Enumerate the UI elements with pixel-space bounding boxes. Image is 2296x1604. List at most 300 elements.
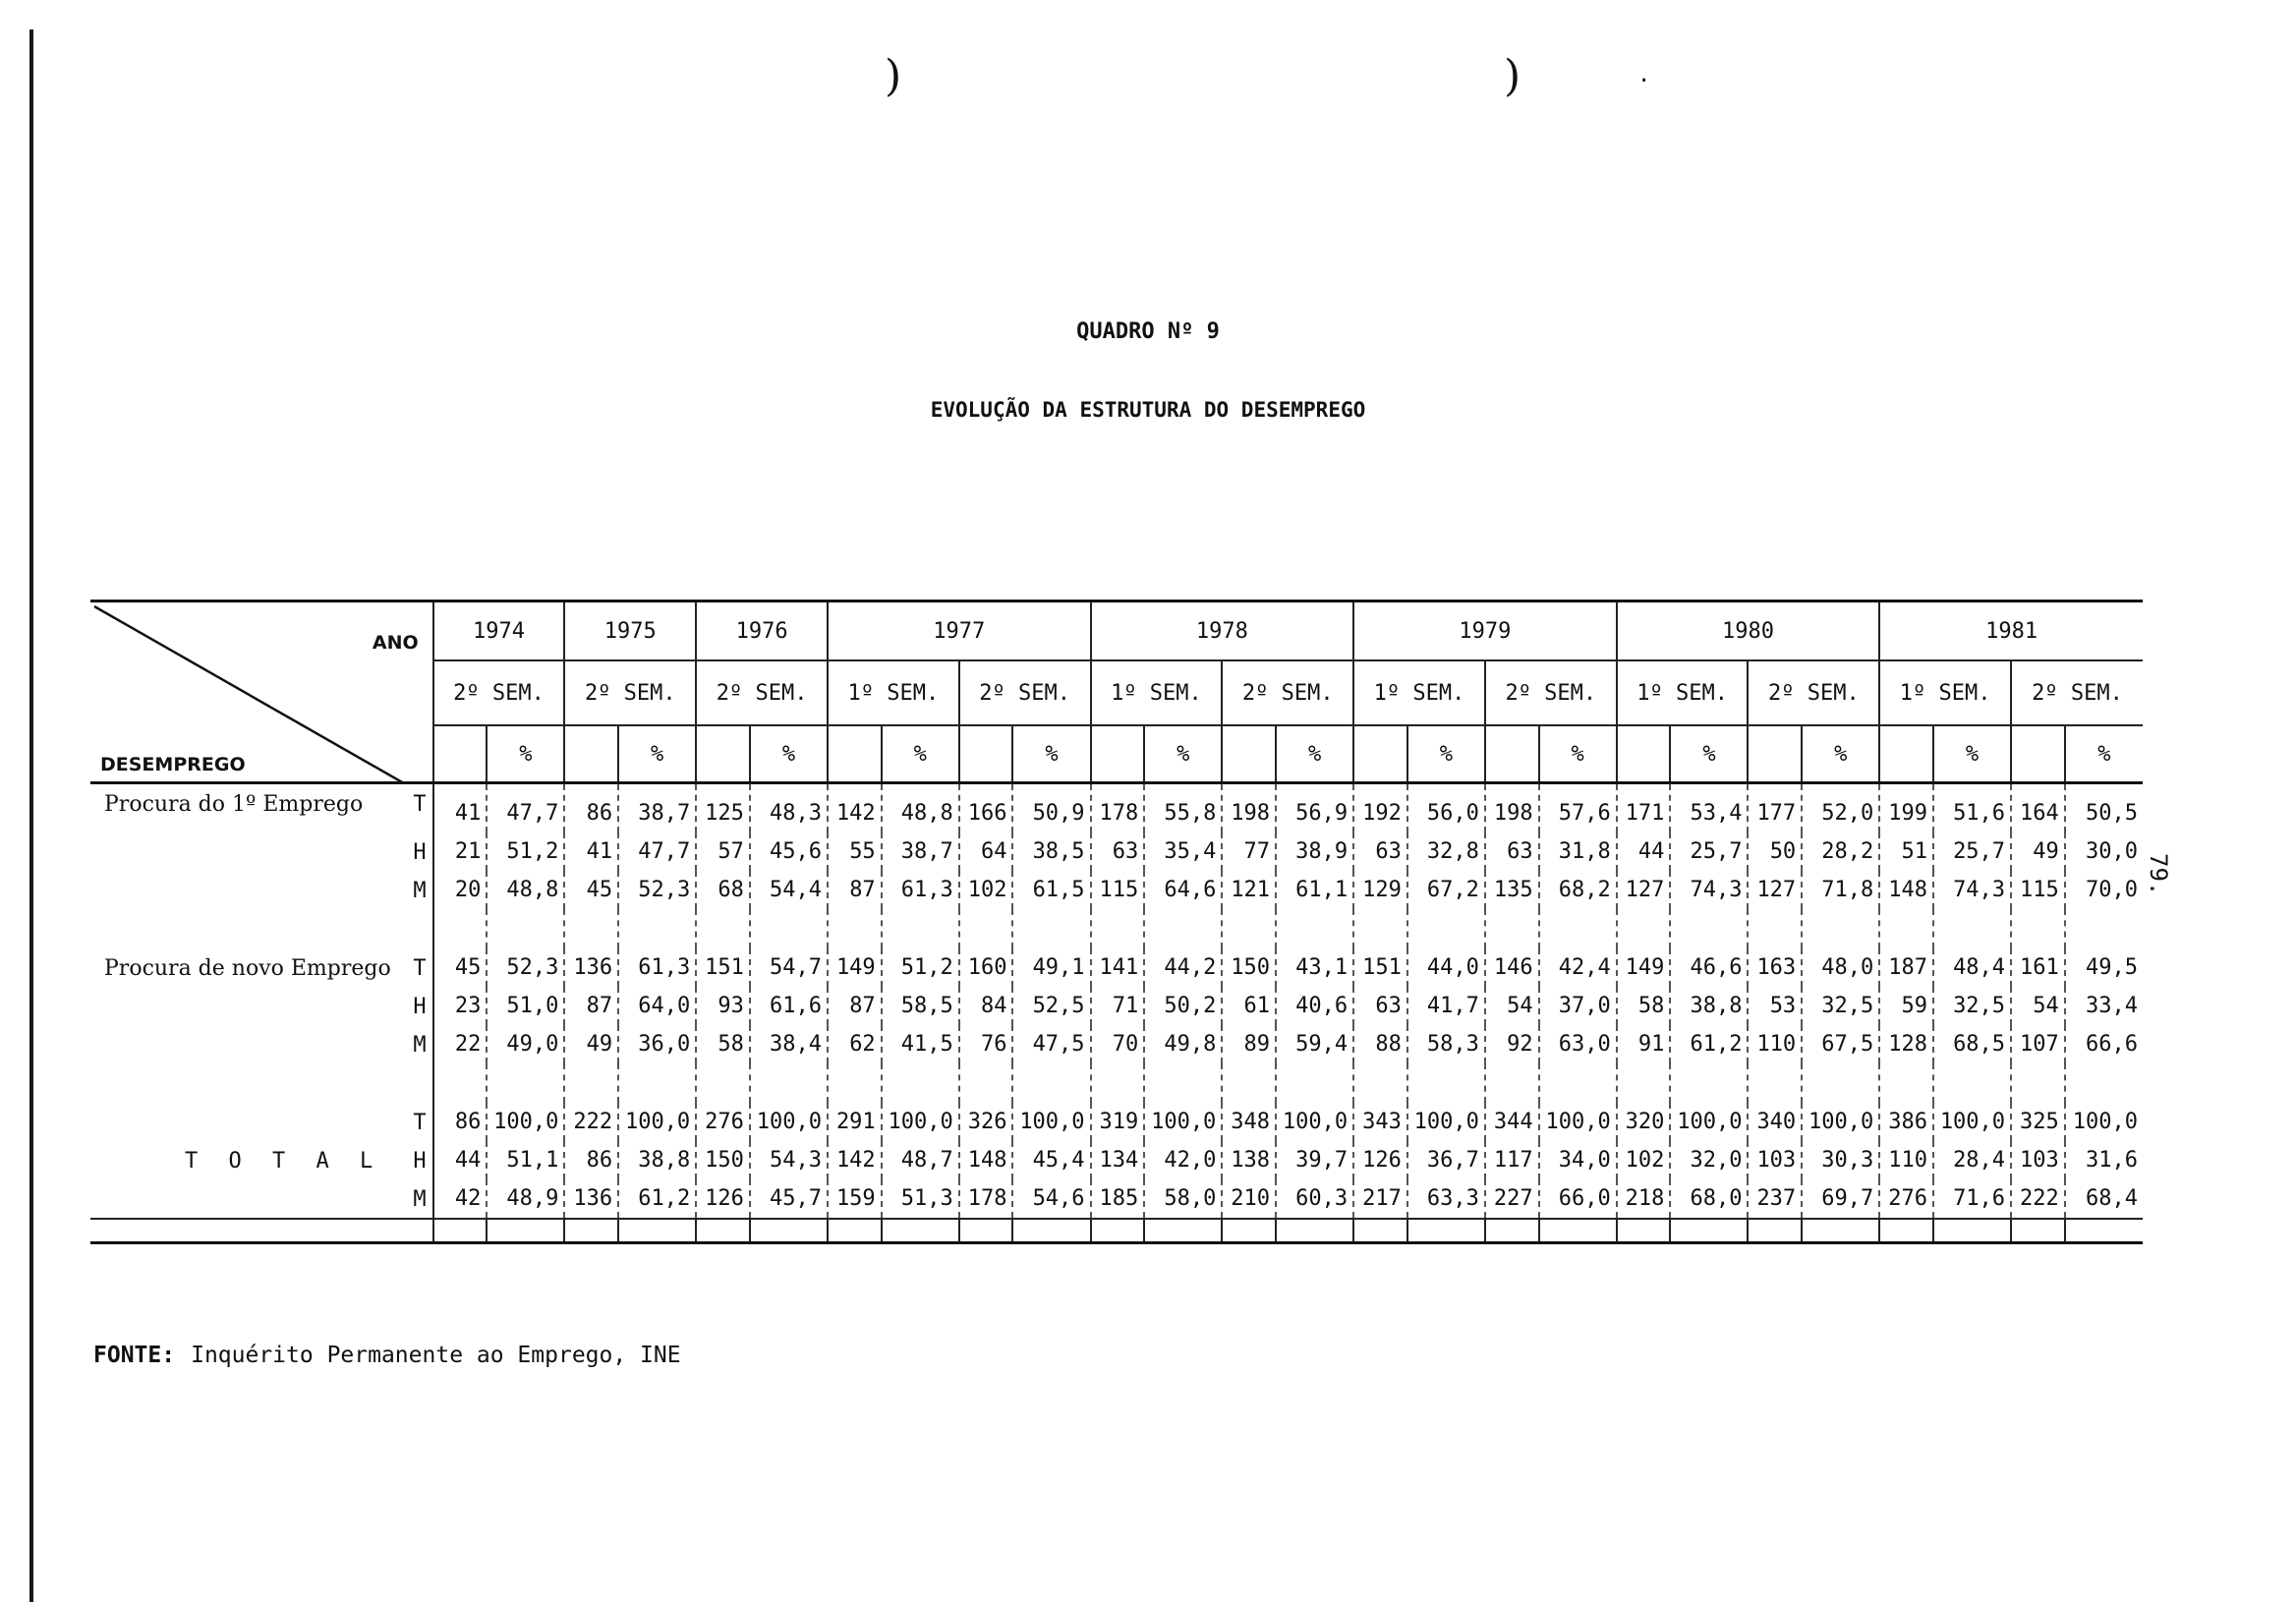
percent-cell: 61,1 [1276, 871, 1353, 909]
count-cell: 58 [696, 1025, 750, 1063]
percent-cell: 74,3 [1933, 871, 2011, 909]
sex-code: M [413, 1033, 427, 1058]
end-cell [1407, 1219, 1485, 1241]
percent-cell: 51,2 [882, 948, 959, 987]
count-cell: 58 [1617, 987, 1671, 1025]
percent-header: % [882, 725, 959, 783]
percent-cell: 100,0 [1539, 1103, 1617, 1141]
count-cell: 71 [1091, 987, 1145, 1025]
percent-cell: 70,0 [2065, 871, 2143, 909]
end-cell [433, 1219, 488, 1241]
spacer-cell [750, 1063, 828, 1103]
spacer-row [90, 1063, 2143, 1103]
corner-label-ano: ANO [372, 632, 419, 654]
semester-header: 1º SEM. [1617, 660, 1749, 725]
count-cell: 23 [433, 987, 488, 1025]
spacer-cell [1617, 1063, 1671, 1103]
percent-cell: 58,5 [882, 987, 959, 1025]
percent-header: % [1407, 725, 1485, 783]
count-cell: 41 [433, 783, 488, 833]
year-header: 1981 [1879, 602, 2143, 660]
page-subtitle: EVOLUÇÃO DA ESTRUTURA DO DESEMPREGO [930, 398, 1366, 422]
table-row [90, 783, 2143, 833]
end-cell [1091, 1219, 1145, 1241]
group-label: Procura do 1º Emprego [104, 792, 364, 817]
count-cell: 178 [959, 1179, 1013, 1219]
percent-cell: 45,7 [750, 1179, 828, 1219]
percent-header: % [1012, 725, 1090, 783]
percent-cell: 71,6 [1933, 1179, 2011, 1219]
percent-header: % [2065, 725, 2143, 783]
percent-cell: 47,5 [1012, 1025, 1090, 1063]
percent-cell: 41,5 [882, 1025, 959, 1063]
sex-code: H [413, 840, 427, 865]
percent-cell: 36,0 [618, 1025, 696, 1063]
count-cell: 192 [1353, 783, 1407, 833]
end-cell [1012, 1219, 1090, 1241]
percent-cell: 25,7 [1933, 832, 2011, 871]
percent-cell: 61,2 [1670, 1025, 1748, 1063]
count-cell: 343 [1353, 1103, 1407, 1141]
percent-cell: 58,3 [1407, 1025, 1485, 1063]
percent-cell: 100,0 [1407, 1103, 1485, 1141]
percent-cell: 28,2 [1802, 832, 1879, 871]
percent-cell: 63,3 [1407, 1179, 1485, 1219]
spacer-cell [1353, 909, 1407, 948]
percent-cell: 100,0 [487, 1103, 564, 1141]
count-cell: 151 [696, 948, 750, 987]
count-cell: 138 [1222, 1141, 1276, 1179]
percent-cell: 54,4 [750, 871, 828, 909]
count-cell: 55 [828, 832, 882, 871]
percent-cell: 52,3 [487, 948, 564, 987]
end-cell [1670, 1219, 1748, 1241]
data-table-frame [90, 600, 2143, 1244]
spacer-cell [433, 909, 488, 948]
spacer-cell [1407, 1063, 1485, 1103]
count-cell: 276 [1879, 1179, 1933, 1219]
year-header: 1978 [1091, 602, 1354, 660]
count-cell: 160 [959, 948, 1013, 987]
count-header [1222, 725, 1276, 783]
spacer-cell [1748, 909, 1802, 948]
percent-cell: 32,0 [1670, 1141, 1748, 1179]
count-cell: 91 [1617, 1025, 1671, 1063]
percent-cell: 51,6 [1933, 783, 2011, 833]
count-cell: 126 [1353, 1141, 1407, 1179]
percent-cell: 41,7 [1407, 987, 1485, 1025]
percent-cell: 100,0 [618, 1103, 696, 1141]
percent-cell: 35,4 [1144, 832, 1222, 871]
spacer-cell [487, 909, 564, 948]
count-cell: 218 [1617, 1179, 1671, 1219]
count-cell: 148 [959, 1141, 1013, 1179]
count-cell: 163 [1748, 948, 1802, 987]
spacer-cell [1144, 1063, 1222, 1103]
row-label-cell [90, 1141, 433, 1179]
count-cell: 141 [1091, 948, 1145, 987]
spacer-cell [2065, 1063, 2143, 1103]
percent-header: % [1539, 725, 1617, 783]
table-row [90, 1179, 2143, 1219]
count-cell: 110 [1748, 1025, 1802, 1063]
percent-cell: 50,2 [1144, 987, 1222, 1025]
percent-cell: 47,7 [618, 832, 696, 871]
spacer-cell [1879, 909, 1933, 948]
end-cell [959, 1219, 1013, 1241]
percent-cell: 48,9 [487, 1179, 564, 1219]
count-cell: 22 [433, 1025, 488, 1063]
page-title: QUADRO Nº 9 [1076, 319, 1220, 344]
count-cell: 42 [433, 1179, 488, 1219]
percent-cell: 33,4 [2065, 987, 2143, 1025]
spacer-cell [1407, 909, 1485, 948]
end-cell [564, 1219, 618, 1241]
count-cell: 89 [1222, 1025, 1276, 1063]
percent-cell: 68,0 [1670, 1179, 1748, 1219]
percent-cell: 64,0 [618, 987, 696, 1025]
sex-code: T [413, 956, 427, 981]
row-label-cell [90, 1103, 433, 1141]
count-cell: 76 [959, 1025, 1013, 1063]
percent-cell: 51,2 [487, 832, 564, 871]
count-header [1091, 725, 1145, 783]
count-cell: 61 [1222, 987, 1276, 1025]
percent-cell: 43,1 [1276, 948, 1353, 987]
count-cell: 87 [564, 987, 618, 1025]
count-cell: 151 [1353, 948, 1407, 987]
count-cell: 21 [433, 832, 488, 871]
end-cell [2065, 1219, 2143, 1241]
percent-cell: 32,5 [1802, 987, 1879, 1025]
percent-cell: 52,0 [1802, 783, 1879, 833]
count-cell: 134 [1091, 1141, 1145, 1179]
end-cell [1222, 1219, 1276, 1241]
spacer-cell [828, 1063, 882, 1103]
row-label-cell [90, 871, 433, 909]
sex-code: T [413, 792, 427, 817]
count-header [1617, 725, 1671, 783]
semester-header: 1º SEM. [1091, 660, 1223, 725]
count-cell: 319 [1091, 1103, 1145, 1141]
end-cell [1617, 1219, 1671, 1241]
source-label: FONTE: [93, 1343, 176, 1368]
row-label-cell [90, 948, 433, 987]
count-cell: 386 [1879, 1103, 1933, 1141]
percent-cell: 67,5 [1802, 1025, 1879, 1063]
spacer-cell [487, 1063, 564, 1103]
count-cell: 136 [564, 1179, 618, 1219]
percent-cell: 38,8 [1670, 987, 1748, 1025]
year-header: 1977 [828, 602, 1091, 660]
count-header [1485, 725, 1539, 783]
spacer-cell [1485, 1063, 1539, 1103]
end-cell [1748, 1219, 1802, 1241]
spacer-cell [882, 1063, 959, 1103]
count-cell: 20 [433, 871, 488, 909]
count-cell: 129 [1353, 871, 1407, 909]
percent-cell: 61,2 [618, 1179, 696, 1219]
end-cell [1144, 1219, 1222, 1241]
end-cell [1539, 1219, 1617, 1241]
count-cell: 45 [564, 871, 618, 909]
row-label-cell [90, 1179, 433, 1219]
percent-cell: 38,5 [1012, 832, 1090, 871]
semester-header: 2º SEM. [564, 660, 696, 725]
percent-cell: 100,0 [882, 1103, 959, 1141]
spacer-cell [1802, 1063, 1879, 1103]
end-cell [1933, 1219, 2011, 1241]
sex-code: M [413, 879, 427, 903]
count-cell: 68 [696, 871, 750, 909]
spacer-cell [1617, 909, 1671, 948]
count-cell: 127 [1748, 871, 1802, 909]
percent-cell: 100,0 [1670, 1103, 1748, 1141]
spacer-cell [959, 909, 1013, 948]
count-cell: 161 [2011, 948, 2065, 987]
spacer-cell [828, 909, 882, 948]
spacer-cell [618, 1063, 696, 1103]
count-cell: 291 [828, 1103, 882, 1141]
percent-cell: 100,0 [1012, 1103, 1090, 1141]
semester-header: 1º SEM. [1353, 660, 1485, 725]
spacer-cell [1933, 1063, 2011, 1103]
percent-cell: 68,4 [2065, 1179, 2143, 1219]
count-cell: 320 [1617, 1103, 1671, 1141]
count-cell: 187 [1879, 948, 1933, 987]
count-cell: 276 [696, 1103, 750, 1141]
year-header: 1974 [433, 602, 565, 660]
percent-cell: 56,0 [1407, 783, 1485, 833]
count-cell: 125 [696, 783, 750, 833]
percent-cell: 38,9 [1276, 832, 1353, 871]
page-number: 79. [2145, 853, 2172, 896]
end-cell [750, 1219, 828, 1241]
count-cell: 198 [1222, 783, 1276, 833]
table-row [90, 832, 2143, 871]
percent-cell: 32,5 [1933, 987, 2011, 1025]
percent-cell: 51,3 [882, 1179, 959, 1219]
count-cell: 88 [1353, 1025, 1407, 1063]
count-cell: 164 [2011, 783, 2065, 833]
table-row [90, 871, 2143, 909]
percent-cell: 45,4 [1012, 1141, 1090, 1179]
percent-cell: 63,0 [1539, 1025, 1617, 1063]
count-cell: 102 [1617, 1141, 1671, 1179]
spacer-cell [1091, 1063, 1145, 1103]
percent-cell: 69,7 [1802, 1179, 1879, 1219]
percent-header: % [618, 725, 696, 783]
sex-code: M [413, 1187, 427, 1212]
data-table [90, 602, 2143, 1241]
spacer-cell [1879, 1063, 1933, 1103]
percent-header: % [750, 725, 828, 783]
corner-label-desemprego: DESEMPREGO [100, 754, 246, 775]
semester-header: 2º SEM. [433, 660, 565, 725]
semester-header: 2º SEM. [2011, 660, 2143, 725]
count-cell: 84 [959, 987, 1013, 1025]
spacer-cell [433, 1063, 488, 1103]
count-cell: 50 [1748, 832, 1802, 871]
count-cell: 63 [1353, 832, 1407, 871]
count-cell: 178 [1091, 783, 1145, 833]
percent-cell: 61,3 [882, 871, 959, 909]
count-cell: 210 [1222, 1179, 1276, 1219]
count-cell: 77 [1222, 832, 1276, 871]
group-label: Procura de novo Emprego [104, 956, 391, 981]
count-cell: 217 [1353, 1179, 1407, 1219]
percent-cell: 48,3 [750, 783, 828, 833]
count-cell: 135 [1485, 871, 1539, 909]
table-row [90, 1025, 2143, 1063]
count-cell: 177 [1748, 783, 1802, 833]
paren-mark: ) [885, 51, 902, 101]
percent-cell: 67,2 [1407, 871, 1485, 909]
percent-cell: 50,5 [2065, 783, 2143, 833]
count-cell: 54 [1485, 987, 1539, 1025]
spacer-cell [882, 909, 959, 948]
count-header [1353, 725, 1407, 783]
spacer-cell [1276, 909, 1353, 948]
count-cell: 87 [828, 871, 882, 909]
count-cell: 51 [1879, 832, 1933, 871]
count-cell: 222 [2011, 1179, 2065, 1219]
count-cell: 44 [1617, 832, 1671, 871]
percent-cell: 61,5 [1012, 871, 1090, 909]
count-cell: 59 [1879, 987, 1933, 1025]
spacer-cell [90, 1063, 433, 1103]
spacer-cell [1670, 909, 1748, 948]
percent-cell: 57,6 [1539, 783, 1617, 833]
percent-cell: 54,7 [750, 948, 828, 987]
count-cell: 198 [1485, 783, 1539, 833]
percent-cell: 71,8 [1802, 871, 1879, 909]
end-cell [696, 1219, 750, 1241]
percent-cell: 52,3 [618, 871, 696, 909]
semester-header: 2º SEM. [1748, 660, 1879, 725]
count-cell: 49 [564, 1025, 618, 1063]
percent-header: % [1670, 725, 1748, 783]
percent-cell: 36,7 [1407, 1141, 1485, 1179]
percent-cell: 49,8 [1144, 1025, 1222, 1063]
count-cell: 49 [2011, 832, 2065, 871]
end-cell [1802, 1219, 1879, 1241]
table-row [90, 948, 2143, 987]
count-cell: 136 [564, 948, 618, 987]
semester-header: 2º SEM. [696, 660, 828, 725]
count-cell: 102 [959, 871, 1013, 909]
percent-cell: 66,6 [2065, 1025, 2143, 1063]
percent-cell: 31,6 [2065, 1141, 2143, 1179]
semester-header: 1º SEM. [1879, 660, 2011, 725]
count-cell: 103 [2011, 1141, 2065, 1179]
end-cell [487, 1219, 564, 1241]
percent-cell: 37,0 [1539, 987, 1617, 1025]
percent-cell: 30,0 [2065, 832, 2143, 871]
count-cell: 92 [1485, 1025, 1539, 1063]
count-cell: 166 [959, 783, 1013, 833]
count-cell: 146 [1485, 948, 1539, 987]
count-cell: 199 [1879, 783, 1933, 833]
end-cell [618, 1219, 696, 1241]
count-cell: 57 [696, 832, 750, 871]
count-cell: 87 [828, 987, 882, 1025]
percent-cell: 39,7 [1276, 1141, 1353, 1179]
spacer-cell [1670, 1063, 1748, 1103]
count-cell: 86 [433, 1103, 488, 1141]
percent-cell: 30,3 [1802, 1141, 1879, 1179]
end-cell [1879, 1219, 1933, 1241]
count-cell: 86 [564, 783, 618, 833]
count-cell: 64 [959, 832, 1013, 871]
count-header [1748, 725, 1802, 783]
percent-cell: 42,4 [1539, 948, 1617, 987]
percent-cell: 46,6 [1670, 948, 1748, 987]
percent-cell: 48,7 [882, 1141, 959, 1179]
percent-cell: 100,0 [1802, 1103, 1879, 1141]
spacer-cell [1222, 909, 1276, 948]
spacer-cell [2065, 909, 2143, 948]
spacer-cell [696, 909, 750, 948]
source-text: Inquérito Permanente ao Emprego, INE [191, 1343, 681, 1368]
spacer-cell [1748, 1063, 1802, 1103]
percent-cell: 61,6 [750, 987, 828, 1025]
count-cell: 150 [1222, 948, 1276, 987]
table-row [90, 987, 2143, 1025]
count-cell: 53 [1748, 987, 1802, 1025]
percent-cell: 38,4 [750, 1025, 828, 1063]
spacer-cell [1012, 909, 1090, 948]
count-cell: 142 [828, 1141, 882, 1179]
percent-cell: 25,7 [1670, 832, 1748, 871]
row-label-cell [90, 832, 433, 871]
dot-mark: . [1637, 63, 1651, 87]
percent-header: % [487, 725, 564, 783]
percent-cell: 40,6 [1276, 987, 1353, 1025]
percent-cell: 64,6 [1144, 871, 1222, 909]
percent-cell: 38,8 [618, 1141, 696, 1179]
percent-cell: 50,9 [1012, 783, 1090, 833]
percent-cell: 28,4 [1933, 1141, 2011, 1179]
count-cell: 222 [564, 1103, 618, 1141]
percent-cell: 51,1 [487, 1141, 564, 1179]
count-cell: 185 [1091, 1179, 1145, 1219]
percent-cell: 44,2 [1144, 948, 1222, 987]
percent-cell: 59,4 [1276, 1025, 1353, 1063]
count-header [433, 725, 488, 783]
percent-cell: 44,0 [1407, 948, 1485, 987]
count-cell: 62 [828, 1025, 882, 1063]
percent-cell: 48,0 [1802, 948, 1879, 987]
count-cell: 107 [2011, 1025, 2065, 1063]
percent-cell: 42,0 [1144, 1141, 1222, 1179]
percent-cell: 100,0 [750, 1103, 828, 1141]
spacer-cell [1353, 1063, 1407, 1103]
percent-cell: 100,0 [1933, 1103, 2011, 1141]
percent-cell: 66,0 [1539, 1179, 1617, 1219]
spacer-cell [90, 909, 433, 948]
end-cell [90, 1219, 433, 1241]
percent-cell: 34,0 [1539, 1141, 1617, 1179]
spacer-cell [564, 909, 618, 948]
count-header [828, 725, 882, 783]
count-cell: 103 [1748, 1141, 1802, 1179]
sex-code: H [413, 1149, 427, 1174]
spacer-cell [1012, 1063, 1090, 1103]
spacer-cell [1222, 1063, 1276, 1103]
row-label-cell [90, 783, 433, 833]
end-cell [882, 1219, 959, 1241]
